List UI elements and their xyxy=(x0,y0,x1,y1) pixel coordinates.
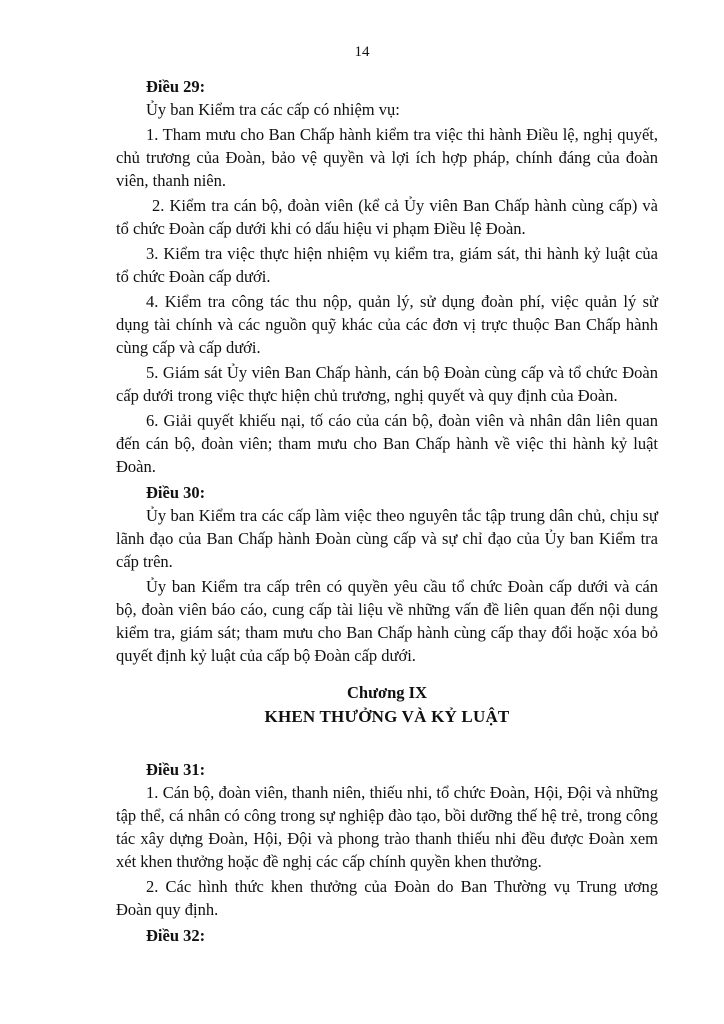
article-31-item-1: 1. Cán bộ, đoàn viên, thanh niên, thiếu nhi, tổ chức Đoàn, Hội, Đội và những tập thể, cá nhân có công trong sự nghiệp đào tạo, bồi dưỡng thế hệ trẻ, trong công tác xây dựng Đoàn, Hội, Đội và phong trào thanh thiếu nhi đều được Đoàn xem xét khen thưởng hoặc đề nghị các cấp chính quyền khen thưởng. xyxy=(116,783,658,871)
article-30-paragraph-2: Ủy ban Kiểm tra cấp trên có quyền yêu cầu tổ chức Đoàn cấp dưới và cán bộ, đoàn viên báo cáo, cung cấp tài liệu về những vấn đề liên quan đến nội dung kiểm tra, giám sát; tham mưu cho Ban Chấp hành cùng cấp thay đổi hoặc xóa bỏ quyết định kỷ luật của cấp bộ Đoàn cấp dưới. xyxy=(116,577,658,665)
article-32-heading: Điều 32: xyxy=(146,926,206,945)
article-30-paragraph-1: Ủy ban Kiểm tra các cấp làm việc theo nguyên tắc tập trung dân chủ, chịu sự lãnh đạo của Ban Chấp hành Đoàn cùng cấp và sự chỉ đạo của Ủy ban Kiểm tra cấp trên. xyxy=(116,506,658,571)
document-body xyxy=(116,72,658,947)
article-31-item-2: 2. Các hình thức khen thưởng của Đoàn do Ban Thường vụ Trung ương Đoàn quy định. xyxy=(116,877,658,919)
chapter-number: Chương IX xyxy=(346,683,428,702)
article-29-item-4: 4. Kiểm tra công tác thu nộp, quản lý, sử dụng đoàn phí, việc quản lý sử dụng tài chính và các nguồn quỹ khác của các đơn vị trực thuộc Ban Chấp hành cùng cấp và cấp dưới. xyxy=(116,292,658,357)
article-29-item-1: 1. Tham mưu cho Ban Chấp hành kiểm tra việc thi hành Điều lệ, nghị quyết, chủ trương của Đoàn, bảo vệ quyền và lợi ích hợp pháp, chính đáng của đoàn viên, thanh niên. xyxy=(116,125,658,190)
article-29-item-6: 6. Giải quyết khiếu nại, tố cáo của cán bộ, đoàn viên và nhân dân liên quan đến cán bộ, đoàn viên; tham mưu cho Ban Chấp hành về việc thi hành kỷ luật Đoàn. xyxy=(116,411,658,476)
chapter-heading xyxy=(116,681,658,729)
article-29-intro: Ủy ban Kiểm tra các cấp có nhiệm vụ: xyxy=(146,100,400,119)
article-29-item-2: 2. Kiểm tra cán bộ, đoàn viên (kể cả Ủy viên Ban Chấp hành cùng cấp) và tổ chức Đoàn cấp dưới khi có dấu hiệu vi phạm Điều lệ Đoàn. xyxy=(116,196,658,238)
article-29-heading: Điều 29: xyxy=(146,77,206,96)
article-30-heading: Điều 30: xyxy=(146,483,206,502)
article-29-item-3: 3. Kiểm tra việc thực hiện nhiệm vụ kiểm tra, giám sát, thi hành kỷ luật của tổ chức Đoàn cấp dưới. xyxy=(116,244,658,286)
page-number: 14 xyxy=(354,44,370,60)
chapter-title: KHEN THƯỞNG VÀ KỶ LUẬT xyxy=(264,707,510,726)
article-31-heading: Điều 31: xyxy=(146,760,206,779)
article-29-item-5: 5. Giám sát Ủy viên Ban Chấp hành, cán bộ Đoàn cùng cấp và tổ chức Đoàn cấp dưới trong việc thực hiện chủ trương, nghị quyết và quy định của Đoàn. xyxy=(116,363,658,405)
